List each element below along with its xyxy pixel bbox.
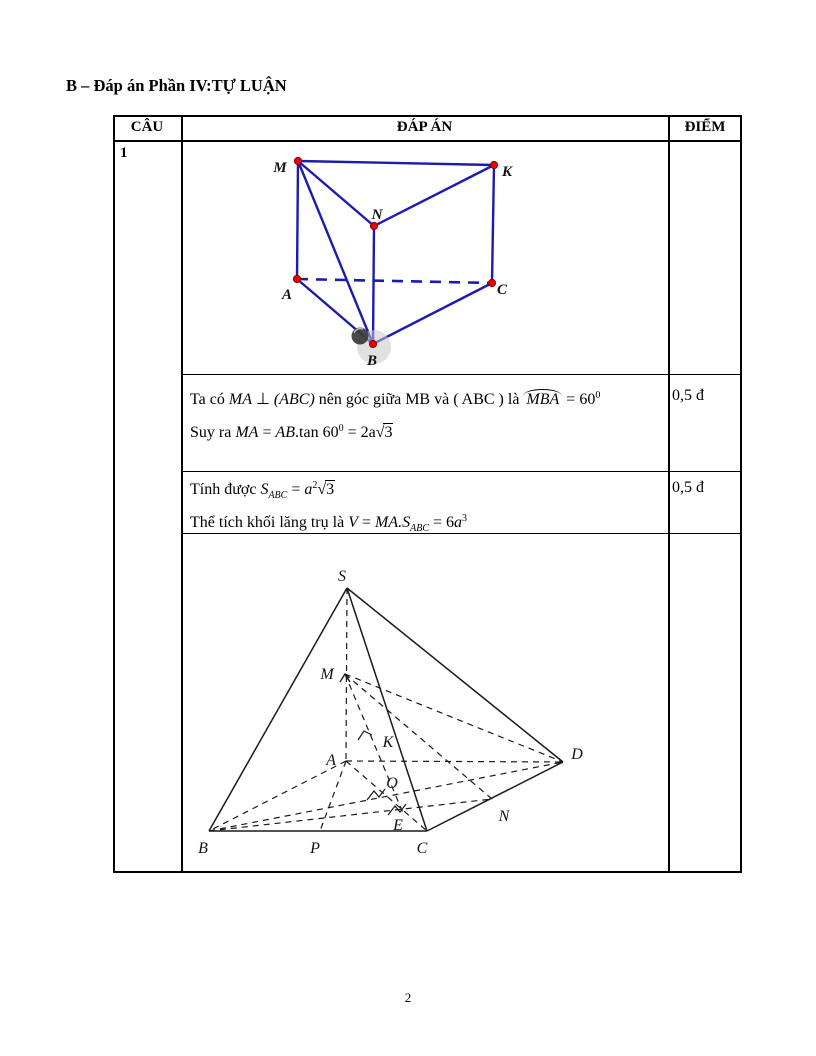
math-ABC: (ABC) <box>273 391 315 408</box>
edge-BC <box>373 283 492 344</box>
dot-N <box>370 222 377 229</box>
math-a: a <box>304 481 313 498</box>
fig2-label-D: D <box>571 746 583 763</box>
edge-AC-dashed <box>297 279 492 283</box>
math-eq-60: = 60 <box>562 391 596 408</box>
fig2-label-M: M <box>320 666 334 683</box>
sup-0: 0 <box>595 390 601 401</box>
sub-ABC: ABC <box>268 490 288 501</box>
edge-KC <box>492 165 494 283</box>
edge-NK <box>374 165 494 226</box>
math-MA: MA <box>228 391 252 408</box>
fig2-label-E: E <box>393 817 403 834</box>
fig2-label-B: B <box>198 840 208 857</box>
math-MAS: MA.S <box>375 514 411 531</box>
fig2-label-P: P <box>310 840 320 857</box>
angle-shaded-sector <box>352 328 369 345</box>
fig2-label-K: K <box>382 734 394 751</box>
perp-symbol: ⊥ <box>251 391 274 408</box>
fig1-label-C: C <box>496 282 508 298</box>
radicand-3b: 3 <box>326 481 335 498</box>
math-eq2: = <box>287 481 305 498</box>
score-row1: 0,5 đ <box>672 387 704 404</box>
fig2-label-S: S <box>338 568 346 585</box>
edge-AD-dashed <box>346 761 563 762</box>
sub-ABC-2: ABC <box>410 523 429 534</box>
answer-row1-line2 <box>190 423 393 442</box>
edge-SB <box>209 588 347 831</box>
math-eq1: = <box>258 424 276 441</box>
math-eq3: = <box>357 514 375 531</box>
sqrt-sign-2: √ <box>317 481 326 498</box>
math-S: S <box>260 481 269 498</box>
dot-A <box>293 275 300 282</box>
sup-2: 2 <box>312 480 318 491</box>
fig2-label-N: N <box>498 808 510 825</box>
fig1-label-N: N <box>371 207 383 223</box>
math-a2: a <box>454 514 463 531</box>
text-nen-goc: nên góc giữa MB và ( ABC ) là <box>314 391 524 408</box>
pyramid-figure <box>181 533 668 873</box>
fig1-label-K: K <box>501 164 513 180</box>
math-eq-6: = 6 <box>429 514 455 531</box>
question-number: 1 <box>120 145 128 161</box>
dot-K <box>490 161 497 168</box>
answer-row2-line2 <box>190 513 467 534</box>
edge-SD <box>347 588 563 762</box>
fig1-label-M: M <box>273 160 287 176</box>
math-AB: AB <box>275 424 296 441</box>
edge-NB <box>373 226 374 344</box>
dot-C <box>488 279 495 286</box>
prism-labels <box>272 160 513 369</box>
math-eq-2a: = 2a <box>343 424 376 441</box>
page-number: 2 <box>404 990 412 1005</box>
column-header-dap-an: ĐÁP ÁN <box>396 119 453 135</box>
edge-SC <box>347 588 427 831</box>
fig1-label-B: B <box>366 353 378 369</box>
edge-CD <box>427 762 563 831</box>
table-hline-row1 <box>181 374 742 375</box>
math-tan60: .tan 60 <box>295 424 339 441</box>
edge-MA <box>297 161 298 279</box>
edge-AP-dashed <box>320 761 346 831</box>
dot-B <box>369 340 376 347</box>
edge-MB <box>298 161 373 344</box>
answer-row1-line1 <box>190 389 600 409</box>
edge-MK <box>298 161 494 165</box>
answer-row2-line1 <box>190 480 335 501</box>
score-row2: 0,5 đ <box>672 479 704 496</box>
fig2-label-O: O <box>386 775 398 792</box>
radicand-3: 3 <box>384 424 393 441</box>
math-MA2: MA <box>235 424 259 441</box>
prism-edges <box>297 161 494 344</box>
right-angle-mark-K <box>358 731 372 740</box>
edge-MN <box>298 161 374 226</box>
text-suy-ra: Suy ra <box>190 424 236 441</box>
pyramid-solid-edges <box>209 588 563 831</box>
column-header-diem: ĐIỂM <box>684 119 726 135</box>
table-vline-2 <box>668 115 670 873</box>
math-V: V <box>348 514 358 531</box>
text-ta-co: Ta có <box>190 391 229 408</box>
vertex-dots <box>293 157 497 347</box>
fig2-label-A: A <box>326 752 336 769</box>
sup-3: 3 <box>462 513 468 524</box>
table-hline-row2 <box>181 471 742 472</box>
text-tinh-duoc: Tính được <box>190 481 261 498</box>
fig2-label-C: C <box>416 840 428 857</box>
fig1-label-A: A <box>281 287 293 303</box>
pyramid-dashed-edges <box>209 588 563 831</box>
text-the-tich: Thể tích khối lăng trụ là <box>190 514 349 531</box>
edge-ME-dashed <box>345 674 403 813</box>
column-header-cau: CÂU <box>130 119 164 135</box>
edge-BD-dashed <box>209 762 563 831</box>
prism-figure <box>181 141 668 374</box>
sup-0b: 0 <box>338 423 344 434</box>
edge-MD-dashed <box>345 674 563 762</box>
math-angle-MBA: MBA <box>523 391 562 409</box>
section-heading: B – Đáp án Phần IV:TỰ LUẬN <box>66 76 287 95</box>
sqrt-sign: √ <box>375 424 384 441</box>
dot-M <box>294 157 301 164</box>
